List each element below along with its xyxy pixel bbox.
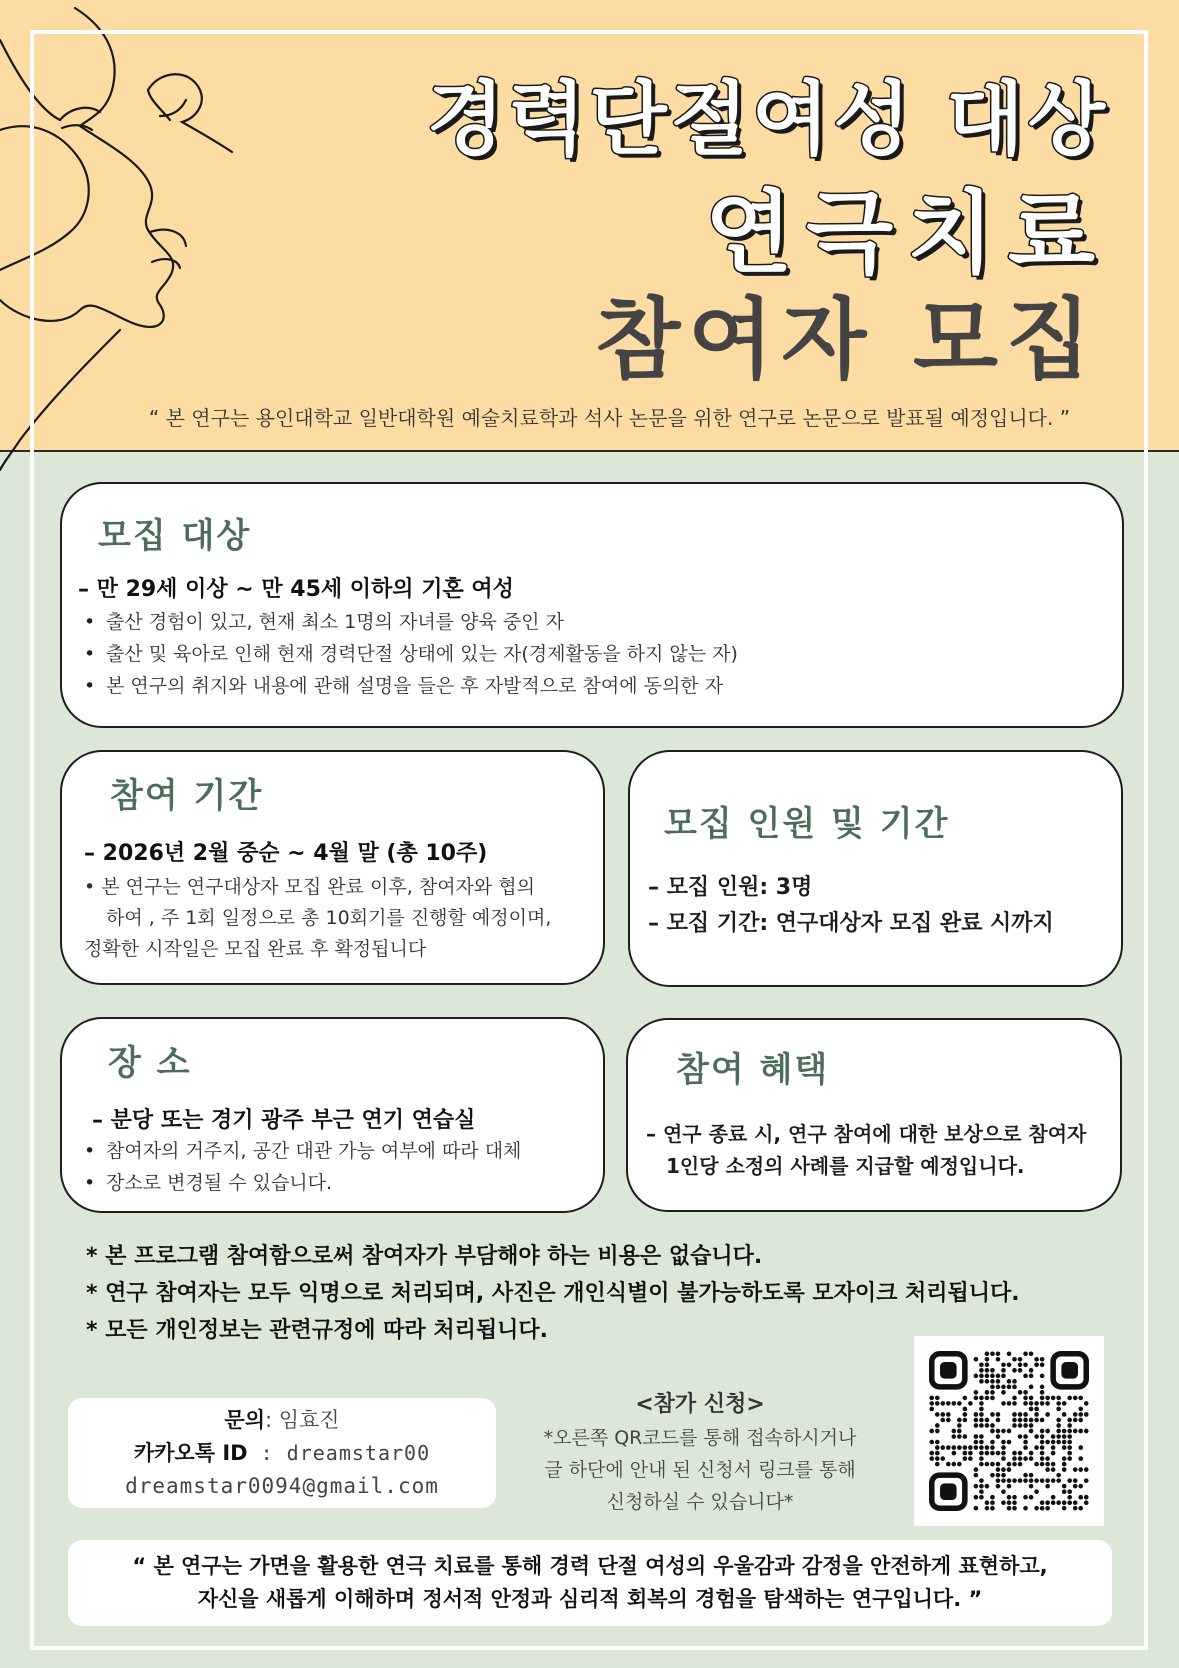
notice-list: [86, 1238, 1020, 1349]
list-item: • 장소로 변경될 수 있습니다.: [84, 1167, 521, 1199]
recruit-count-lines: [648, 870, 1054, 942]
list-item: • 참여자의 거주지, 공간 대관 가능 여부에 따라 대체: [84, 1135, 521, 1167]
study-purpose-quote: “ 본 연구는 가면을 활용한 연극 치료를 통해 경력 단절 여성의 우울감과 감정을 안전하게 표현하고, 자신을 새롭게 이해하며 정서적 안정과 심리적 회복의 경험을 탐색하는 연구입니다. ”: [68, 1540, 1112, 1626]
place-list: [84, 1135, 521, 1199]
recruit-count-title: 모집 인원 및 기간: [664, 804, 950, 844]
study-note-quote: “ 본 연구는 용인대학교 일반대학원 예술치료학과 석사 논문을 위한 연구로 논문으로 발표될 예정입니다. ”: [148, 406, 1071, 430]
recruit-target-card: [60, 482, 1124, 728]
contact-inquiry: 문의: 임효진: [224, 1408, 340, 1432]
contact-kakao: 카카오톡 ID : dreamstar00: [133, 1441, 431, 1465]
qr-code-icon[interactable]: [914, 1336, 1104, 1526]
notice-item: * 본 프로그램 참여함으로써 참여자가 부담해야 하는 비용은 없습니다.: [86, 1244, 763, 1269]
title-line-3: 참여자 모집: [595, 288, 1099, 391]
participation-period-lead: – 2026년 2월 중순 ~ 4월 말 (총 10주): [84, 841, 488, 866]
recruit-target-list: [84, 606, 738, 702]
place-title: 장 소: [108, 1043, 192, 1083]
participation-period-card: [60, 750, 605, 985]
title-line-2: 연극치료: [705, 181, 1109, 286]
recruit-count-people: – 모집 인원: 3명: [648, 875, 813, 900]
recruit-count-card: [628, 750, 1123, 987]
place-lead: – 분당 또는 경기 광주 부근 연기 연습실: [92, 1108, 476, 1133]
list-item: • 본 연구의 취지와 내용에 관해 설명을 들은 후 자발적으로 참여에 동의한 자: [84, 670, 738, 702]
notice-item: * 모든 개인정보는 관련규정에 따라 처리됩니다.: [86, 1318, 548, 1343]
list-item: • 출산 경험이 있고, 현재 최소 1명의 자녀를 양육 중인 자: [84, 606, 738, 638]
notice-item: * 연구 참여자는 모두 익명으로 처리되며, 사진은 개인식별이 불가능하도록 모자이크 처리됩니다.: [86, 1281, 1020, 1306]
apply-title: <참가 신청>: [635, 1392, 765, 1417]
contact-box: [68, 1398, 496, 1508]
participation-period-title: 참여 기간: [110, 776, 264, 816]
benefit-lines: – 연구 종료 시, 연구 참여에 대한 보상으로 참여자 1인당 소정의 사례를 지급할 예정입니다.: [646, 1122, 1087, 1178]
recruit-target-title: 모집 대상: [98, 516, 252, 556]
recruit-target-lead: – 만 29세 이상 ~ 만 45세 이하의 기혼 여성: [78, 577, 514, 602]
participation-period-text: • 본 연구는 연구대상자 모집 완료 이후, 참여자와 협의 하여 , 주 1회 일정으로 총 10회기를 진행할 예정이며, 정확한 시작일은 모집 완료 후 확정됩니다: [84, 876, 552, 960]
apply-info: <참가 신청> *오른쪽 QR코드를 통해 접속하시거나 글 하단에 안내 된 신청서 링크를 통해 신청하실 수 있습니다*: [530, 1388, 870, 1518]
list-item: • 출산 및 육아로 인해 현재 경력단절 상태에 있는 자(경제활동을 하지 않는 자): [84, 638, 738, 670]
place-card: [60, 1017, 605, 1213]
qr-code-graphic: [929, 1351, 1089, 1511]
benefit-card: [626, 1018, 1122, 1212]
recruit-count-duration: – 모집 기간: 연구대상자 모집 완료 시까지: [648, 911, 1054, 936]
title-line-1: 경력단절여성 대상: [426, 73, 1109, 166]
benefit-title: 참여 혜택: [676, 1050, 830, 1090]
contact-email-link[interactable]: dreamstar0094@gmail.com: [125, 1474, 439, 1498]
